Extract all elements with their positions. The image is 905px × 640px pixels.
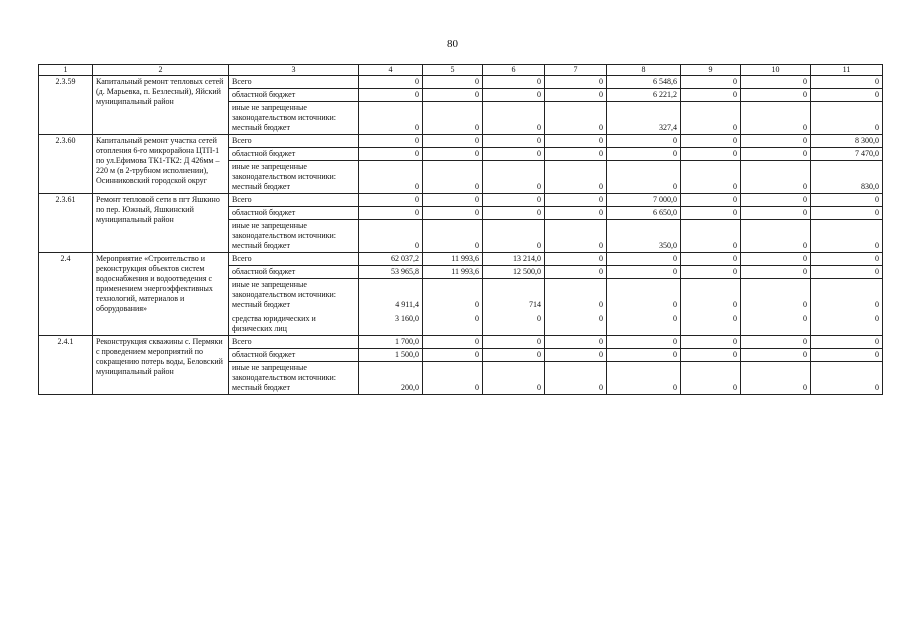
funding-source-label: Всего bbox=[232, 77, 252, 86]
value-cell bbox=[681, 279, 741, 336]
funding-source bbox=[229, 76, 359, 89]
value-cell: 0 bbox=[811, 76, 883, 89]
value-cell: 0 bbox=[423, 220, 483, 253]
item-name: Капитальный ремонт тепловых сетей (д. Марьевка, п. Безлесный), Яйский муниципальный район bbox=[93, 76, 229, 135]
value-cell: 0 bbox=[423, 336, 483, 349]
value-cell: 0 bbox=[741, 349, 811, 362]
value: 0 bbox=[733, 314, 737, 323]
value-cell: 0 bbox=[607, 266, 681, 279]
value-cell: 0 bbox=[681, 135, 741, 148]
value-cell: 0 bbox=[423, 148, 483, 161]
item-name: Реконструкция скважины с. Пермяки с проведением мероприятий по сокращению потерь воды, Беловский муниципальный район bbox=[93, 336, 229, 395]
value-cell: 0 bbox=[741, 336, 811, 349]
funding-source bbox=[229, 336, 359, 349]
value-cell: 0 bbox=[811, 194, 883, 207]
value-cell: 0 bbox=[545, 194, 607, 207]
page-number: 80 bbox=[447, 38, 458, 50]
value-cell: 11 993,6 bbox=[423, 253, 483, 266]
value-cell: 0 bbox=[741, 194, 811, 207]
value-cell: 0 bbox=[545, 362, 607, 395]
value-cell: 0 bbox=[359, 76, 423, 89]
funding-source-label: местный бюджет bbox=[232, 241, 290, 250]
value-cell: 0 bbox=[483, 76, 545, 89]
value-cell: 0 bbox=[545, 266, 607, 279]
value-cell: 0 bbox=[483, 194, 545, 207]
funding-source-label: Всего bbox=[232, 136, 252, 145]
value-cell: 0 bbox=[545, 89, 607, 102]
value-cell: 830,0 bbox=[811, 161, 883, 194]
value: 0 bbox=[673, 300, 677, 309]
value-cell bbox=[545, 279, 607, 336]
value-cell: 0 bbox=[423, 89, 483, 102]
value-cell: 0 bbox=[811, 336, 883, 349]
value-cell: 0 bbox=[423, 161, 483, 194]
funding-source bbox=[229, 148, 359, 161]
value-cell: 0 bbox=[545, 207, 607, 220]
table-row bbox=[39, 253, 883, 266]
funding-source-label: областной бюджет bbox=[232, 149, 296, 158]
value-cell: 0 bbox=[741, 76, 811, 89]
value: 0 bbox=[537, 314, 541, 323]
column-header: 1 bbox=[39, 65, 93, 76]
column-header: 3 bbox=[229, 65, 359, 76]
column-header: 4 bbox=[359, 65, 423, 76]
value: 0 bbox=[475, 300, 479, 309]
value-cell: 0 bbox=[607, 161, 681, 194]
value-cell: 0 bbox=[681, 148, 741, 161]
value-cell: 0 bbox=[741, 161, 811, 194]
value-cell: 0 bbox=[359, 161, 423, 194]
value-cell bbox=[607, 279, 681, 336]
value-cell: 0 bbox=[681, 207, 741, 220]
value-cell: 12 500,0 bbox=[483, 266, 545, 279]
value-cell: 0 bbox=[811, 362, 883, 395]
funding-source-label: иные не запрещенные законодательством источники: bbox=[232, 363, 337, 382]
value-cell: 0 bbox=[483, 349, 545, 362]
funding-source bbox=[229, 135, 359, 148]
funding-source-label: иные не запрещенные законодательством источники: bbox=[232, 103, 337, 122]
value-cell: 0 bbox=[681, 76, 741, 89]
value-cell: 0 bbox=[359, 194, 423, 207]
value-cell: 0 bbox=[545, 253, 607, 266]
value-cell: 0 bbox=[681, 253, 741, 266]
value-cell: 13 214,0 bbox=[483, 253, 545, 266]
item-code: 2.3.59 bbox=[39, 76, 93, 135]
column-header: 10 bbox=[741, 65, 811, 76]
funding-source-label: местный бюджет bbox=[232, 123, 290, 132]
value-cell: 0 bbox=[741, 253, 811, 266]
column-header: 9 bbox=[681, 65, 741, 76]
value-cell: 0 bbox=[681, 102, 741, 135]
value-cell: 0 bbox=[681, 266, 741, 279]
value: 0 bbox=[673, 314, 677, 323]
value-cell: 0 bbox=[681, 89, 741, 102]
item-code: 2.4 bbox=[39, 253, 93, 336]
value-cell: 0 bbox=[423, 194, 483, 207]
item-code: 2.3.60 bbox=[39, 135, 93, 194]
funding-source-label: иные не запрещенные законодательством источники: bbox=[232, 221, 337, 240]
funding-source-label: областной бюджет bbox=[232, 90, 296, 99]
value-cell: 0 bbox=[423, 135, 483, 148]
value-cell: 53 965,8 bbox=[359, 266, 423, 279]
value-cell: 0 bbox=[681, 220, 741, 253]
value: 0 bbox=[875, 314, 879, 323]
value: 3 160,0 bbox=[395, 314, 419, 323]
value-cell bbox=[811, 279, 883, 336]
funding-source bbox=[229, 220, 359, 253]
funding-source bbox=[229, 102, 359, 135]
table-row bbox=[39, 135, 883, 148]
value-cell: 350,0 bbox=[607, 220, 681, 253]
column-header: 2 bbox=[93, 65, 229, 76]
funding-source bbox=[229, 89, 359, 102]
value-cell: 0 bbox=[811, 89, 883, 102]
value: 4 911,4 bbox=[395, 300, 419, 309]
value-cell: 0 bbox=[483, 161, 545, 194]
column-header: 7 bbox=[545, 65, 607, 76]
value-cell: 0 bbox=[681, 336, 741, 349]
value: 0 bbox=[803, 300, 807, 309]
value-cell: 0 bbox=[483, 362, 545, 395]
value-cell: 0 bbox=[545, 161, 607, 194]
value-cell: 0 bbox=[607, 336, 681, 349]
value-cell: 0 bbox=[681, 194, 741, 207]
column-header: 5 bbox=[423, 65, 483, 76]
value-cell: 62 037,2 bbox=[359, 253, 423, 266]
value-cell: 7 470,0 bbox=[811, 148, 883, 161]
value-cell: 0 bbox=[811, 349, 883, 362]
value-cell: 0 bbox=[359, 207, 423, 220]
value-cell: 0 bbox=[545, 336, 607, 349]
value-cell: 0 bbox=[423, 207, 483, 220]
value-cell: 0 bbox=[483, 102, 545, 135]
funding-source bbox=[229, 266, 359, 279]
value-cell: 0 bbox=[681, 349, 741, 362]
value: 714 bbox=[529, 300, 541, 309]
value-cell: 11 993,6 bbox=[423, 266, 483, 279]
value-cell: 0 bbox=[607, 253, 681, 266]
funding-source bbox=[229, 194, 359, 207]
value-cell: 0 bbox=[483, 135, 545, 148]
funding-source bbox=[229, 253, 359, 266]
header-row bbox=[39, 65, 883, 76]
value-cell: 0 bbox=[359, 89, 423, 102]
value-cell: 7 000,0 bbox=[607, 194, 681, 207]
value-cell: 0 bbox=[607, 135, 681, 148]
value: 0 bbox=[875, 300, 879, 309]
value-cell: 0 bbox=[423, 76, 483, 89]
value-cell: 0 bbox=[811, 220, 883, 253]
value-cell: 6 548,6 bbox=[607, 76, 681, 89]
value-cell: 0 bbox=[483, 336, 545, 349]
value-cell: 0 bbox=[811, 102, 883, 135]
value-cell: 0 bbox=[359, 220, 423, 253]
value-cell bbox=[483, 279, 545, 336]
funding-source-label: Всего bbox=[232, 254, 252, 263]
funding-source bbox=[229, 362, 359, 395]
value-cell: 0 bbox=[359, 102, 423, 135]
value-cell: 0 bbox=[607, 349, 681, 362]
column-header: 8 bbox=[607, 65, 681, 76]
item-name: Ремонт тепловой сети в пгт Яшкино по пер. Южный, Яшкинский муниципальный район bbox=[93, 194, 229, 253]
funding-source-label: Всего bbox=[232, 195, 252, 204]
value-cell: 0 bbox=[545, 76, 607, 89]
value-cell: 0 bbox=[359, 148, 423, 161]
value-cell: 0 bbox=[741, 207, 811, 220]
value-cell: 0 bbox=[681, 362, 741, 395]
value-cell: 327,4 bbox=[607, 102, 681, 135]
value: 0 bbox=[475, 314, 479, 323]
value-cell: 0 bbox=[545, 135, 607, 148]
table-row bbox=[39, 194, 883, 207]
value-cell: 1 700,0 bbox=[359, 336, 423, 349]
value-cell: 0 bbox=[811, 266, 883, 279]
item-name: Капитальный ремонт участка сетей отопления 6-го микрорайона ЦТП-1 по ул.Ефимова ТК1-ТК2: Д 426мм – 220 м (в 2-трубном исполнении), Осинниковский городской округ bbox=[93, 135, 229, 194]
value-cell: 1 500,0 bbox=[359, 349, 423, 362]
funding-source-label: Всего bbox=[232, 337, 252, 346]
value-cell: 0 bbox=[741, 266, 811, 279]
funding-source-label: местный бюджет bbox=[232, 182, 290, 191]
funding-source-label: местный бюджет bbox=[232, 383, 290, 392]
value: 0 bbox=[803, 314, 807, 323]
funding-source bbox=[229, 207, 359, 220]
funding-source bbox=[229, 279, 359, 336]
value-cell: 0 bbox=[741, 135, 811, 148]
value-cell: 0 bbox=[681, 161, 741, 194]
value-cell: 0 bbox=[545, 349, 607, 362]
value-cell: 0 bbox=[545, 102, 607, 135]
table-row bbox=[39, 336, 883, 349]
item-code: 2.3.61 bbox=[39, 194, 93, 253]
funding-source-label: областной бюджет bbox=[232, 350, 296, 359]
value: 0 bbox=[733, 300, 737, 309]
value-cell: 8 300,0 bbox=[811, 135, 883, 148]
value-cell: 200,0 bbox=[359, 362, 423, 395]
value-cell bbox=[359, 279, 423, 336]
value-cell: 0 bbox=[423, 362, 483, 395]
value-cell: 0 bbox=[483, 220, 545, 253]
value-cell: 0 bbox=[545, 220, 607, 253]
item-code: 2.4.1 bbox=[39, 336, 93, 395]
value-cell: 0 bbox=[811, 253, 883, 266]
value-cell: 0 bbox=[423, 349, 483, 362]
value: 0 bbox=[599, 300, 603, 309]
value: 0 bbox=[599, 314, 603, 323]
column-header: 11 bbox=[811, 65, 883, 76]
value-cell: 0 bbox=[741, 89, 811, 102]
value-cell: 0 bbox=[741, 362, 811, 395]
funding-source-label: средства юридических и физических лиц bbox=[232, 314, 316, 333]
table-row bbox=[39, 76, 883, 89]
value-cell bbox=[741, 279, 811, 336]
value-cell: 0 bbox=[359, 135, 423, 148]
value-cell: 0 bbox=[741, 102, 811, 135]
value-cell: 0 bbox=[811, 207, 883, 220]
value-cell: 0 bbox=[545, 148, 607, 161]
funding-source bbox=[229, 349, 359, 362]
funding-source-label: областной бюджет bbox=[232, 267, 296, 276]
value-cell: 0 bbox=[423, 102, 483, 135]
funding-source-label: местный бюджет bbox=[232, 300, 290, 309]
funding-source-label: иные не запрещенные законодательством источники: bbox=[232, 162, 337, 181]
funding-source-label: иные не запрещенные законодательством источники: bbox=[232, 280, 337, 299]
value-cell: 6 650,0 bbox=[607, 207, 681, 220]
value-cell bbox=[423, 279, 483, 336]
value-cell: 0 bbox=[607, 148, 681, 161]
value-cell: 0 bbox=[483, 207, 545, 220]
funding-source-label: областной бюджет bbox=[232, 208, 296, 217]
value-cell: 0 bbox=[483, 148, 545, 161]
value-cell: 0 bbox=[741, 220, 811, 253]
item-name: Мероприятие «Строительство и реконструкция объектов систем водоснабжения и водоотведения с применением энергоэффективных технологий, материалов и оборудования» bbox=[93, 253, 229, 336]
value-cell: 0 bbox=[741, 148, 811, 161]
funding-source bbox=[229, 161, 359, 194]
value-cell: 6 221,2 bbox=[607, 89, 681, 102]
value-cell: 0 bbox=[483, 89, 545, 102]
value-cell: 0 bbox=[607, 362, 681, 395]
column-header: 6 bbox=[483, 65, 545, 76]
budget-table bbox=[38, 64, 883, 395]
